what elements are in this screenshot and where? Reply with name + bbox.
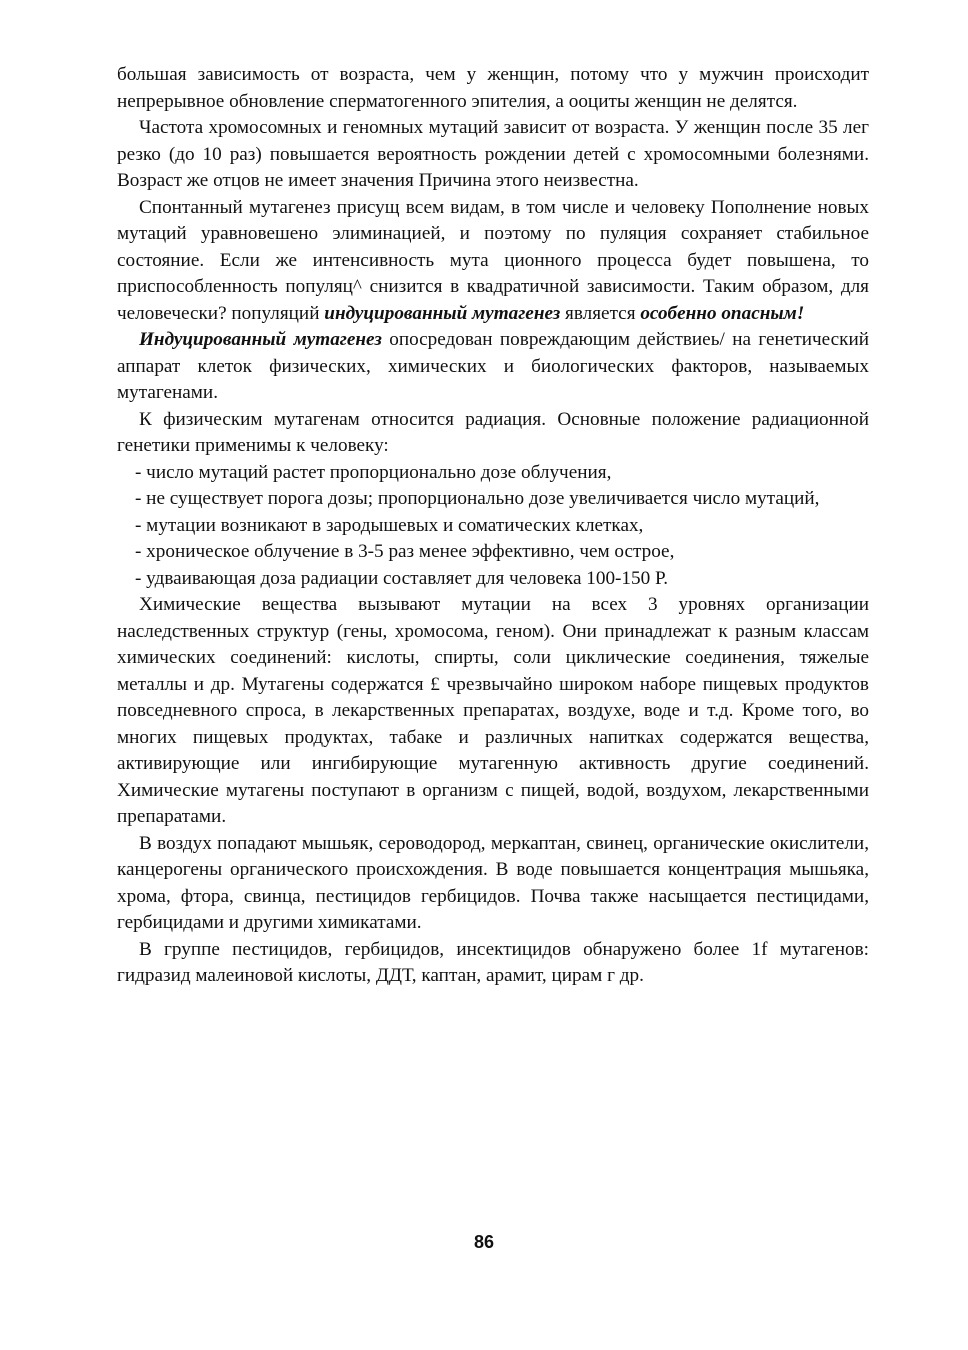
list-item: - число мутаций растет пропорционально дозе облучения, [135,461,612,483]
paragraph-continuation: большая зависимость от возраста, чем у женщин, потому что у мужчин происходит непрерывное обновление сперматогенного эпителия, а ооциты женщин не делятся. [117,64,869,112]
paragraph-text: Спонтанный мутагенез присущ всем видам, в том числе и человеку Пополнение новых мутаций уравновешено элиминацией, и поэтому по пуляция сохраняет стабильное состояние. Если же интенсивность мута ционного процесса будет повышена, то приспособленность популяц^ снизится в квадратичной зависимости. Таким образом, для человечески? популяций [117,196,869,324]
paragraph-physical-mutagens: К физическим мутагенам относится радиация. Основные положение радиационной генетики применимы к человеку: [117,408,869,456]
paragraph-pesticides: В группе пестицидов, гербицидов, инсектицидов обнаружено более 1f мутагенов: гидразид малеиновой кислоты, ДДТ, каптан, арамит, цирам г др. [117,938,869,986]
list-item: - мутации возникают в зародышевых и соматических клетках, [135,514,644,536]
paragraph-text: является [565,302,636,324]
page-number: 86 [473,1232,495,1252]
paragraph-text: опосредован повреждающим действиеь/ на генетический аппарат клеток физических, химических и биологических факторов, называемых мутагенами. [117,329,869,403]
paragraph-induced-mutagenesis [117,327,869,407]
paragraph-spontaneous-mutagenesis [117,195,869,328]
emphasis-especially-dangerous: особенно опасным! [640,302,805,324]
paragraph-age-dependence: Частота хромосомных и геномных мутаций зависит от возраста. У женщин после 35 лег резко (до 10 раз) повышается вероятность рождении детей с хромосомными болезнями. Возраст же отцов не имеет значения Причина этого неизвестна. [117,117,869,191]
emphasis-induced-mutagenesis: индуцированный мутагенез [324,302,561,324]
page-body [117,62,869,990]
list-item: - хроническое облучение в 3-5 раз менее эффективно, чем острое, [135,541,675,562]
list-item: - удваивающая доза радиации составляет для человека 100-150 Р. [135,567,669,589]
paragraph-chemical-mutagens: Химические вещества вызывают мутации на всех 3 уровнях организации наследственных структур (гены, хромосома, геном). Они принадлежат к разным классам химических соединений: кислоты, спирты, соли циклические соединения, тяжелые металлы и др. Мутагены содержатся £ чрезвычайно широком наборе пищевых продуктов повседневного спроса, в лекарственных препаратах, воздухе, воде и т.д. Кроме того, во многих пищевых продуктах, табаке и различных напитках содержатся вещества, активирующие или ингибирующие мутагенную активность другие соединений. Химические мутагены поступают в организм с пищей, водой, воздухом, лекарственными препаратами. [117,594,869,827]
emphasis-induced-mutagenesis-term: Индуцированный мутагенез [139,329,382,350]
list-item: - не существует порога дозы; пропорционально дозе увеличивается число мутаций, [135,488,820,509]
paragraph-air-water-soil: В воздух попадают мышьяк, сероводород, меркаптан, свинец, органические окислители, канцерогены органического происхождения. В воде повышается концентрация мышьяка, хрома, фтора, свинца, пестицидов гербицидов. Почва также насыщается пестицидами, гербицидами и другими химикатами. [117,832,869,933]
